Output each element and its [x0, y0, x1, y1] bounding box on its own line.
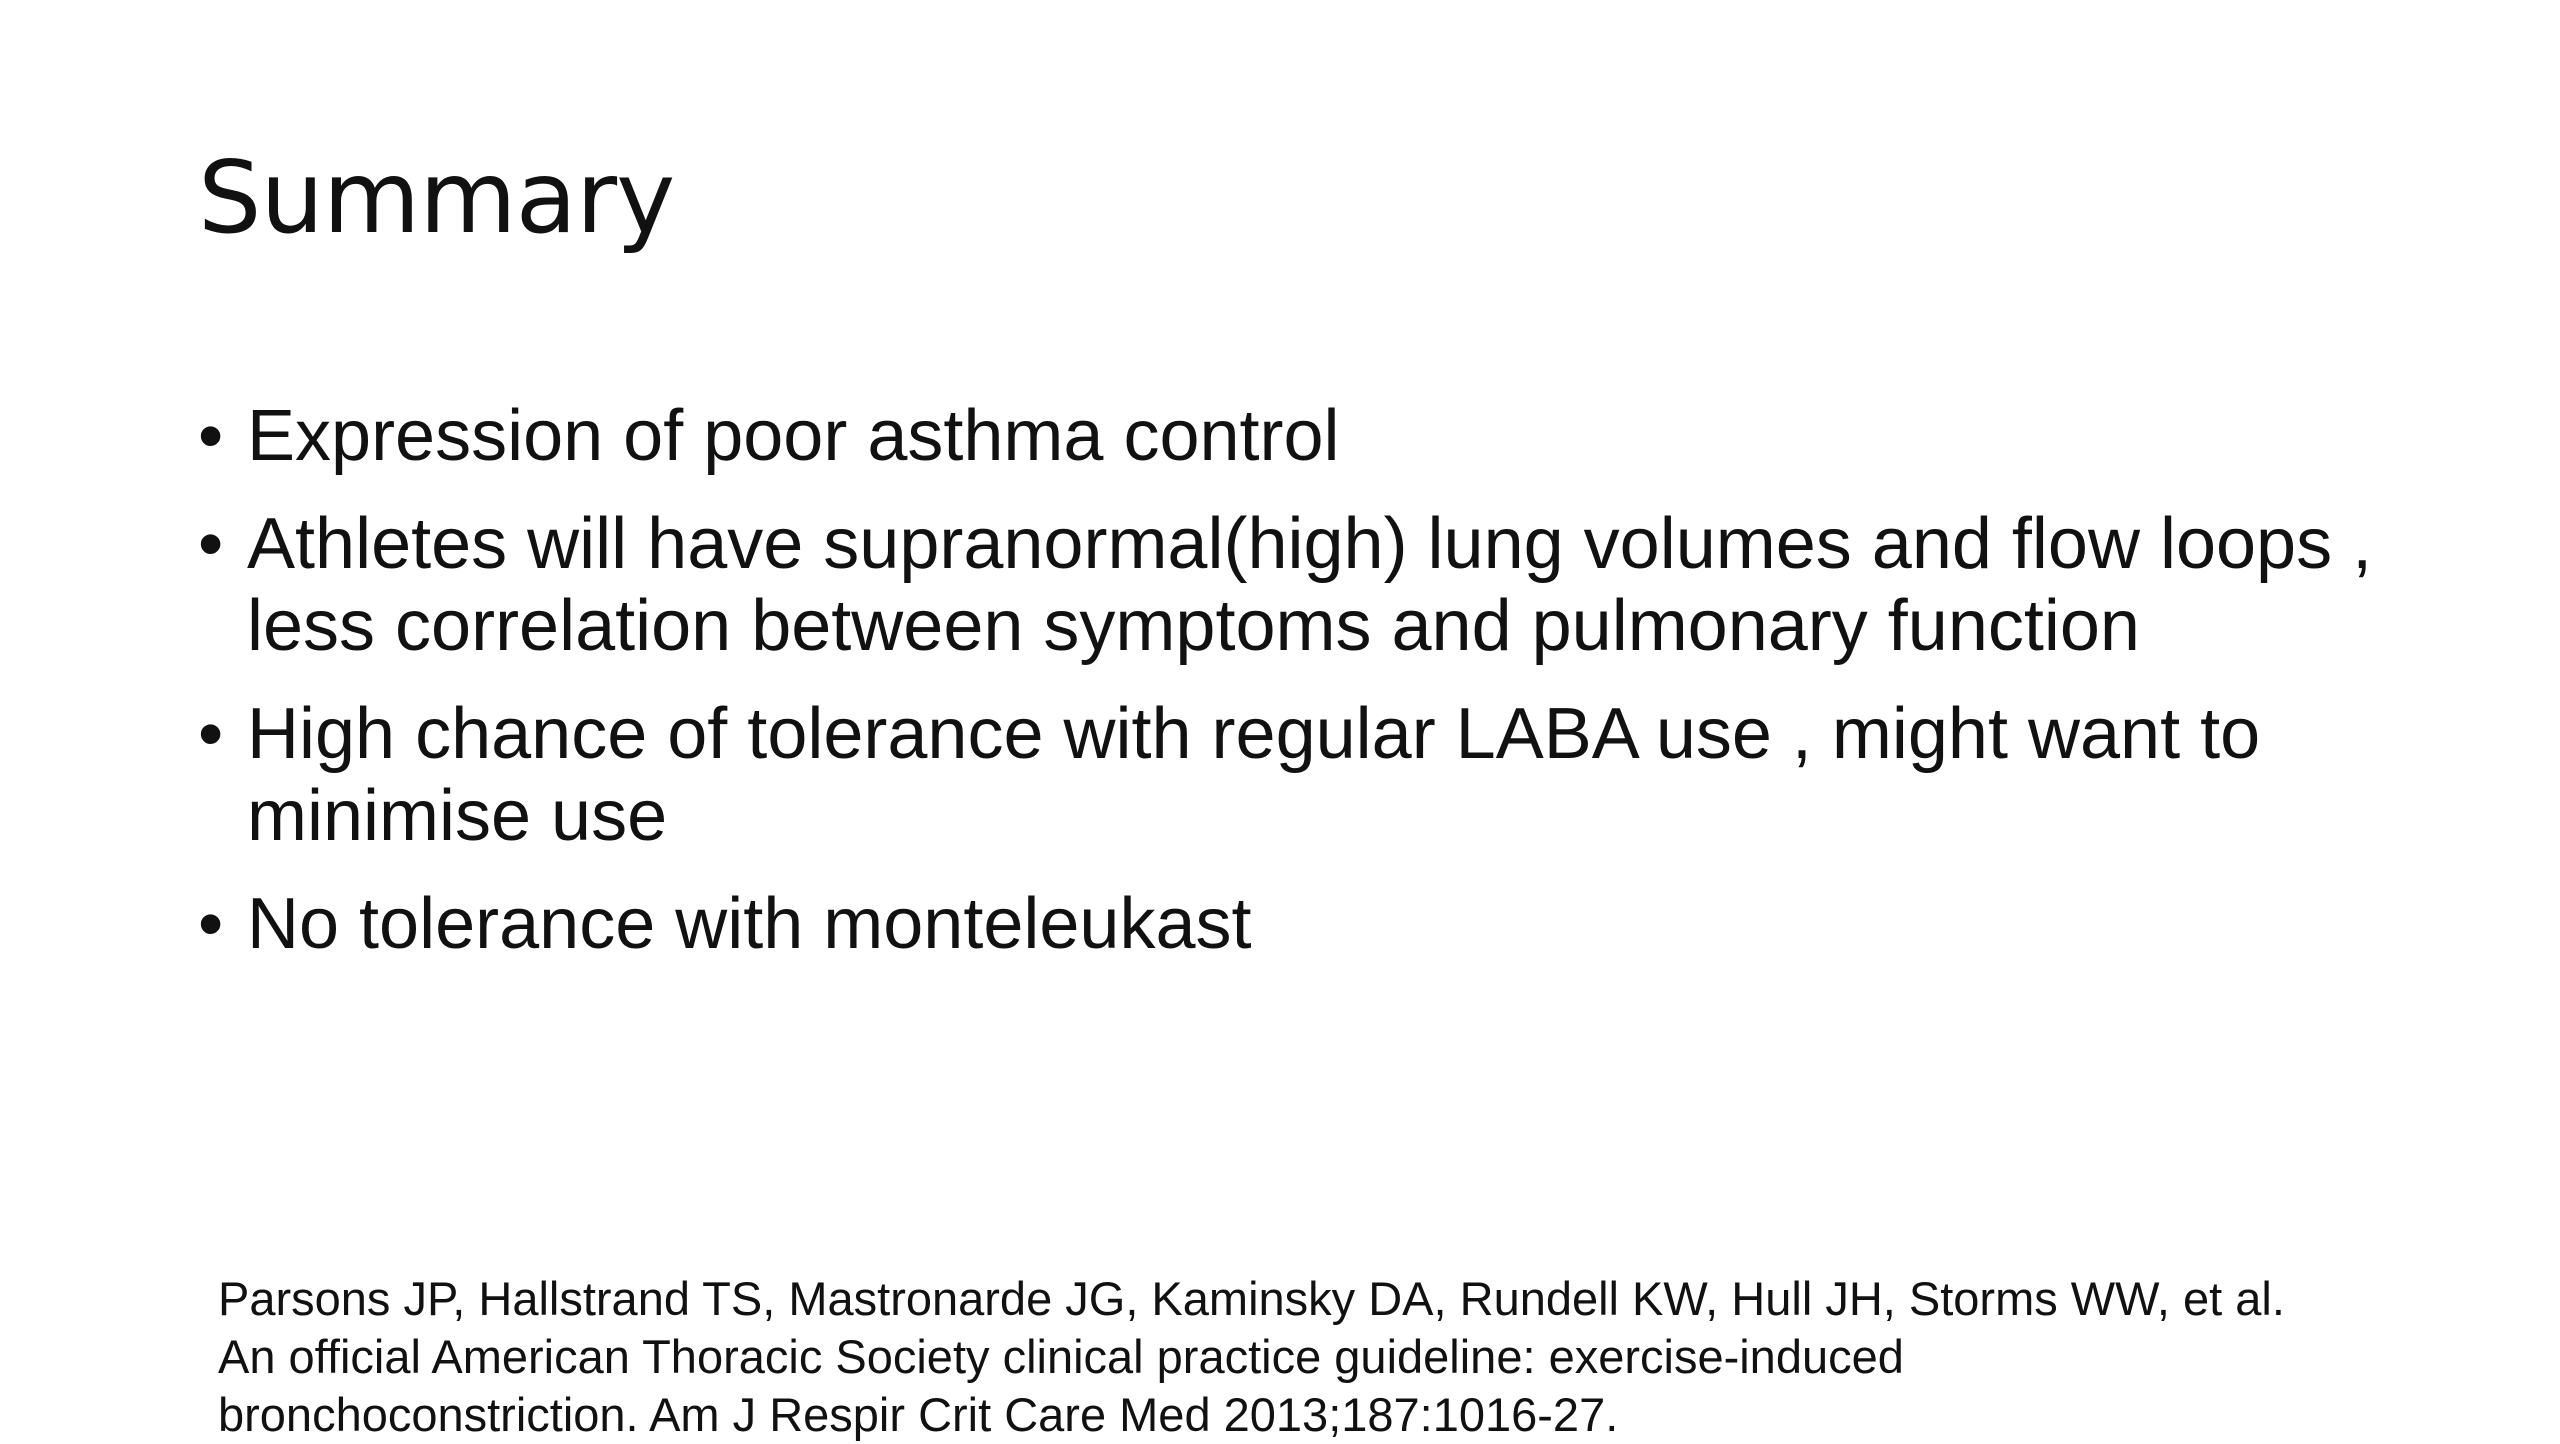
bullet-text: Expression of poor asthma control [247, 396, 1340, 476]
reference-line: An official American Thoracic Society clinical practice guideline: exercise-induced [218, 1330, 1904, 1383]
reference-citation [218, 1270, 2518, 1444]
bullet-item [198, 693, 2438, 857]
bullet-item [198, 503, 2438, 667]
bullet-text: Athletes will have supranormal(high) lung volumes and flow loops , less correlation between symptoms and pulmonary function [247, 504, 2373, 666]
reference-line: Parsons JP, Hallstrand TS, Mastronarde JG, Kaminsky DA, Rundell KW, Hull JH, Storms WW, et al. [218, 1272, 2285, 1325]
reference-line: bronchoconstriction. Am J Respir Crit Care Med 2013;187:1016-27. [218, 1388, 1619, 1441]
slide-title: Summary [198, 139, 675, 256]
bullet-text: No tolerance with monteleukast [247, 884, 1252, 964]
bullet-list [198, 395, 2438, 991]
bullet-dot-icon: • [198, 694, 224, 774]
bullet-item [198, 395, 2438, 477]
bullet-dot-icon: • [198, 504, 224, 584]
bullet-text: High chance of tolerance with regular LABA use , might want to minimise use [247, 694, 2261, 856]
bullet-dot-icon: • [198, 884, 224, 964]
bullet-dot-icon: • [198, 396, 224, 476]
bullet-item [198, 883, 2438, 965]
